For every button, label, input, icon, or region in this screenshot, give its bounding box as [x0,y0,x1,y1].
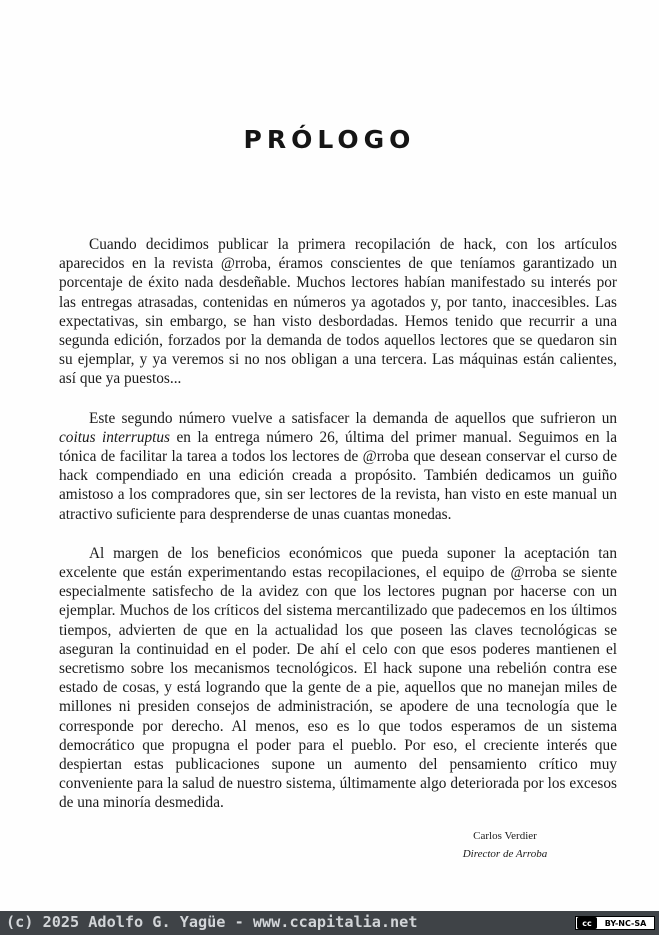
page-title: PRÓLOGO [243,124,416,154]
paragraph-2-start: Este segundo número vuelve a satisfacer la demanda de aquellos que sufrieron un [89,409,617,427]
signature-name: Carlos Verdier [473,830,537,842]
paragraph-2 [59,409,617,524]
paragraph-1: Cuando decidimos publicar la primera recopilación de hack, con los artículos aparecidos en la revista @rroba, éramos conscientes de que teníamos garantizado un porcentaje de éxito nada desdeñable. Muchos lectores habían manifestado su interés por las entregas atrasadas, contenidas en números ya agotados y, por tanto, inaccesibles. Las expectativas, sin embargo, se han visto desbordadas. Hemos tenido que recurrir a una segunda edición, forzados por la demanda de todos aquellos lectores que se quedaron sin su ejemplar, y ya veremos si no nos obligan a una tercera. Las máquinas están calientes, así que ya puestos... [59,236,617,388]
paragraph-3: Al margen de los beneficios económicos que pueda suponer la aceptación tan excelente que están experimentando estas recopilaciones, el equipo de @rroba se siente especialmente satisfecho de la avidez con que los lectores pugnan por hacerse con un ejemplar. Muchos de los críticos del sistema mercantilizado que padecemos en los últimos tiempos, advierten de que en la actualidad los que poseen las claves tecnológicas se aseguran la continuidad en el poder. De ahí el celo con que esos poderes mantienen el secretismo sobre los mecanismos tecnológicos. El hack supone una rebelión contra ese estado de cosas, y está logrando que la gente de a pie, aquellos que no manejan miles de millones ni presiden consejos de administración, se apodere de una tecnología que le corresponde por derecho. Al menos, eso es lo que todos esperamos de un sistema democrático que propugna el poder para el pueblo. Por eso, el creciente interés que despiertan estas publicaciones supone un aumento del pensamiento crítico muy conveniente para la salud de nuestro sistema, últimamente algo deteriorada por los excesos de una minoría desmedida. [59,544,617,812]
signature-role: Director de Arroba [462,848,548,860]
cc-license-label: BY-NC-SA [604,918,647,928]
footer-copyright[interactable]: (c) 2025 Adolfo G. Yagüe - www.ccapitalia.net [6,913,418,931]
cc-logo-icon: cc [577,917,597,929]
cc-license-badge[interactable] [575,916,655,930]
footer-bar [0,911,659,935]
signature-block [440,827,570,863]
prologue-body [59,235,617,813]
paragraph-2-end: en la entrega número 26, última del primer manual. Seguimos en la tónica de facilitar la tarea a todos los lectores de @rroba que desean conservar el curso de hack compendiado en una edición creada a propósito. También dedicamos un guiño amistoso a los compradores que, sin ser lectores de la revista, han visto en este manual un atractivo suficiente para desprenderse de unas cuantas monedas. [59,428,618,523]
paragraph-2-italic: coitus interruptus [59,428,170,446]
